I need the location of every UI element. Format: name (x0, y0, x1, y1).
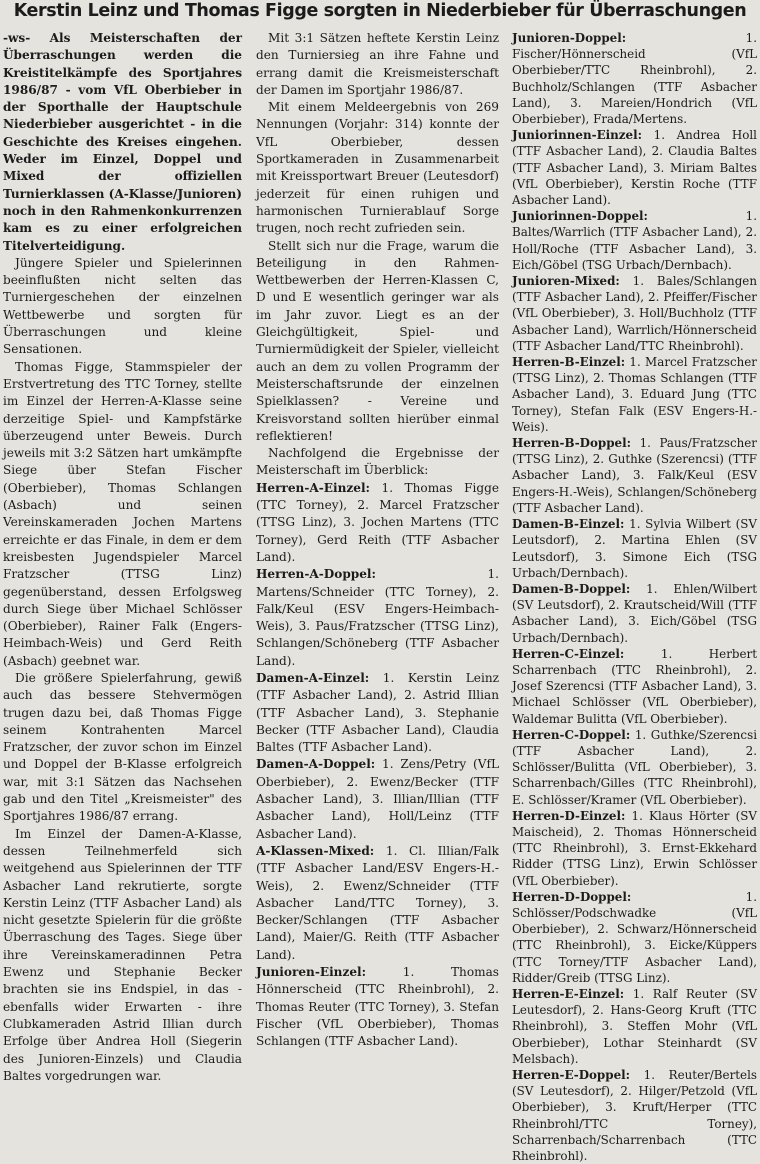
result-category: Herren-A-Einzel: (256, 480, 370, 495)
result-category: Herren-E-Doppel: (512, 1068, 631, 1082)
result-category: Juniorinnen-Einzel: (512, 128, 643, 143)
result-text: 1. Guthke/Szerencsi (TTF Asbacher Land), 2. Schlösser/Bulitta (VfL Oberbieber), 3. Scharrenbach/Gilles (TTC Rheinbrohl), E. Schlösser/Kramer (VfL Oberbieber). (512, 727, 757, 807)
result-category: Damen-A-Einzel: (256, 670, 370, 685)
result-category: Herren-B-Einzel: (512, 355, 626, 370)
result-text: 1. Thomas Figge (TTC Torney), 2. Marcel Fratzscher (TTSG Linz), 3. Jochen Martens (TTC Torney), Gerd Reith (TTF Asbacher Land). (256, 480, 499, 564)
article-column-1 (3, 30, 242, 1083)
body-paragraph: Nachfolgend die Ergebnisse der Meisterschaft im Überblick: (256, 446, 499, 478)
lead-paragraph: -ws- Als Meisterschaften der Überraschungen werden die Kreistitelkämpfe des Sportjahres 1986/87 - vom VfL Oberbieber in der Sporthalle der Hauptschule Niederbieber ausgerichtet - in die Geschichte des Kreises eingehen. Weder im Einzel, Doppel und Mixed der offiziellen Turnierklassen (A-Klasse/Junioren) noch in den Rahmenkonkurrenzen kam es zu einer erfolgreichen Titelverteidigung. (3, 31, 242, 253)
result-text: 1. Thomas Hönnerscheid (TTC Rheinbrohl), 2. Thomas Reuter (TTC Torney), 3. Stefan Fischer (VfL Oberbieber), Thomas Schlangen (TTF Asbacher Land). (256, 965, 499, 1049)
result-text: 1. Reuter/Bertels (SV Leutesdorf), 2. Hilger/Petzold (VfL Oberbieber), 3. Kruft/Herper (TTC Rheinbrohl/TTC Torney), Scharrenbach/Scharrenbach (TTC Rheinbrohl). (512, 1068, 757, 1164)
result-text: 1. Cl. Illian/Falk (TTF Asbacher Land/ESV Engers-H.-Weis), 2. Ewenz/Schneider (TTF Asbacher Land/TTC Torney), 3. Becker/Schlangen (TTF Asbacher Land), Maier/G. Reith (TTF Asbacher Land). (256, 843, 499, 962)
result-category: Herren-C-Einzel: (512, 646, 625, 661)
result-entry (512, 435, 757, 516)
result-entry (512, 646, 757, 727)
result-entry (256, 843, 499, 964)
result-entry (512, 986, 757, 1067)
result-text: 1. Bales/Schlangen (TTF Asbacher Land), 2. Pfeiffer/Fischer (VfL Oberbieber), 3. Holl/Buchholz (TTF Asbacher Land), Warrlich/Hönnerscheid (TTF Asbacher Land/TTC Rheinbrohl). (512, 274, 757, 353)
result-entry (512, 727, 757, 808)
body-paragraph: Mit einem Meldeergebnis von 269 Nennungen (Vorjahr: 314) konnte der VfL Oberbieber, dessen Sportkameraden in Zusammenarbeit mit Kreissportwart Breuer (Leutesdorf) jederzeit für einen ruhigen und harmonischen Turnierablauf Sorge trugen, noch recht zufrieden sein. (256, 100, 499, 236)
result-entry (512, 208, 757, 273)
body-paragraph: Jüngere Spieler und Spielerinnen beeinflußten nicht selten das Turniergeschehen der einzelnen Wettbewerbe und sorgten für Überraschungen und kleine Sensationen. (3, 255, 242, 357)
result-text: 1. Marcel Fratzscher (TTSG Linz), 2. Thomas Schlangen (TTF Asbacher Land), 3. Eduard Jung (TTC Torney), Stefan Falk (ESV Engers-H.-Weis). (512, 355, 757, 434)
result-category: Herren-E-Einzel: (512, 986, 625, 1001)
body-paragraph: Stellt sich nur die Frage, warum die Beteiligung in den Rahmen-Wettbewerben der Herren-Klassen C, D und E wesentlich geringer war als im Jahr zuvor. Liegt es an der Gleichgültigkeit, Spiel- und Turniermüdigkeit der Spieler, vielleicht auch an dem zu vollen Programm der Meisterschaftsrunde der einzelnen Spielklassen? - Vereine und Kreisvorstand sollten hierüber einmal reflektieren! (256, 238, 499, 443)
result-text: 1. Fischer/Hönnerscheid (VfL Oberbieber/TTC Rheinbrohl), 2. Buchholz/Schlangen (TTF Asbacher Land), 3. Mareien/Hondrich (VfL Oberbieber), Frada/Mertens. (512, 31, 757, 127)
result-entry (512, 30, 757, 127)
result-entry (512, 808, 757, 889)
result-text: 1. Baltes/Warrlich (TTF Asbacher Land), 2. Holl/Roche (TTF Asbacher Land), 3. Eich/Göbel (TSG Urbach/Dernbach). (512, 209, 757, 272)
result-category: Damen-A-Doppel: (256, 757, 376, 772)
result-text: 1. Klaus Hörter (SV Maischeid), 2. Thomas Hönnerscheid (TTC Rheinbrohl), 3. Ernst-Ekkehard Ridder (TTSG Linz), Erwin Schlösser (VfL Oberbieber). (512, 808, 757, 888)
result-text: 1. Herbert Scharrenbach (TTC Rheinbrohl), 2. Josef Szerencsi (TTF Asbacher Land), 3. Michael Schlösser (VfL Oberbieber), Waldemar Bulitta (VfL Oberbieber). (512, 646, 757, 726)
result-entry (256, 756, 499, 842)
result-text: 1. Zens/Petry (VfL Oberbieber), 2. Ewenz/Becker (TTF Asbacher Land), 3. Illian/Illian (TTF Asbacher Land), Holl/Leinz (TTF Asbacher Land). (256, 757, 499, 841)
result-entry (512, 516, 757, 581)
result-category: A-Klassen-Mixed: (256, 843, 375, 858)
result-category: Juniorinnen-Doppel: (512, 209, 648, 224)
result-text: 1. Kerstin Leinz (TTF Asbacher Land), 2. Astrid Illian (TTF Asbacher Land), 3. Stephanie Becker (TTF Asbacher Land), Claudia Baltes (TTF Asbacher Land). (256, 670, 499, 755)
result-entry (256, 566, 499, 670)
result-text: 1. Ralf Reuter (SV Leutesdorf), 2. Hans-Georg Kruft (TTC Rheinbrohl), 3. Steffen Mohr (VfL Oberbieber), Lothar Steinhardt (SV Melsbach). (512, 986, 757, 1066)
result-entry (512, 581, 757, 646)
article-column-2 (256, 30, 499, 1049)
body-paragraph: Die größere Spielerfahrung, gewiß auch das bessere Stehvermögen trugen dazu bei, daß Thomas Figge seinem Kontrahenten Marcel Fratzscher, der zuvor schon im Einzel und Doppel der B-Klasse erfolgreich war, mit 3:1 Sätzen das Nachsehen gab und den Titel „Kreismeister" des Sportjahres 1986/87 errang. (3, 670, 242, 824)
result-entry (512, 273, 757, 354)
result-text: 1. Andrea Holl (TTF Asbacher Land), 2. Claudia Baltes (TTF Asbacher Land), 3. Miriam Baltes (VfL Oberbieber), Kerstin Roche (TTF Asbacher Land). (512, 128, 757, 208)
result-entry (512, 127, 757, 208)
result-entry (256, 964, 499, 1050)
result-text: 1. Martens/Schneider (TTC Torney), 2. Falk/Keul (ESV Engers-Heimbach-Weis), 3. Paus/Fratzscher (TTSG Linz), Schlangen/Schöneberg (TTF Asbacher Land). (256, 567, 499, 668)
result-category: Damen-B-Doppel: (512, 581, 631, 596)
body-paragraph: Thomas Figge, Stammspieler der Erstvertretung des TTC Torney, stellte im Einzel der Herren-A-Klasse seine derzeitige Spiel- und Kampfstärke überzeugend unter Beweis. Durch jeweils mit 3:2 Sätzen hart umkämpfte Siege über Stefan Fischer (Oberbieber), Thomas Schlangen (Asbach) und seinen Vereinskameraden Jochen Martens erreichte er das Finale, in dem er dem kreisbesten Jugendspieler Marcel Fratzscher (TTSG Linz) gegenüberstand, dessen Erfolgsweg durch Siege über Michael Schlösser (Oberbieber), Rainer Falk (Engers-Heimbach-Weis) und Gerd Reith (Asbach) geebnet war. (3, 359, 242, 668)
result-category: Junioren-Mixed: (512, 274, 620, 289)
body-paragraph: Im Einzel der Damen-A-Klasse, dessen Teilnehmerfeld sich weitgehend aus Spielerinnen der TTF Asbacher Land rekrutierte, sorgte Kerstin Leinz (TTF Asbacher Land) als nicht gesetzte Spielerin für die größte Überraschung des Tages. Siege über ihre Vereinskameradinnen Petra Ewenz und Stephanie Becker brachten sie ins Endspiel, in das - ebenfalls wider Erwarten - ihre Clubkameraden Astrid Illian durch Erfolge über Andrea Holl (Siegerin des Junioren-Einzels) und Claudia Baltes vorgedrungen war. (3, 826, 242, 1083)
result-category: Herren-D-Einzel: (512, 808, 626, 823)
headline: Kerstin Leinz und Thomas Figge sorgten in Niederbieber für Überraschungen (13, 1, 747, 21)
result-text: 1. Paus/Fratzscher (TTSG Linz), 2. Guthke (Szerencsi) (TTF Asbacher Land), 3. Falk/Keul (ESV Engers-H.-Weis), Schlangen/Schöneberg (TTF Asbacher Land). (512, 436, 757, 515)
result-entry (512, 1067, 757, 1164)
body-paragraph: Mit 3:1 Sätzen heftete Kerstin Leinz den Turniersieg an ihre Fahne und errang damit die Kreismeisterschaft der Damen im Sportjahr 1986/87. (256, 31, 499, 97)
result-category: Herren-C-Doppel: (512, 727, 631, 742)
result-category: Damen-B-Einzel: (512, 517, 625, 532)
result-category: Herren-D-Doppel: (512, 889, 632, 904)
result-text: 1. Schlösser/Podschwadke (VfL Oberbieber), 2. Schwarz/Hönnerscheid (TTC Rheinbrohl), 3. Eicke/Küppers (TTC Torney/TTF Asbacher Land), Ridder/Greib (TTSG Linz). (512, 889, 757, 985)
result-category: Junioren-Doppel: (512, 31, 627, 45)
results-column-3 (512, 30, 757, 1164)
result-entry (512, 354, 757, 435)
result-category: Junioren-Einzel: (256, 965, 367, 980)
result-category: Herren-B-Doppel: (512, 436, 632, 451)
result-entry (512, 889, 757, 986)
result-text: 1. Sylvia Wilbert (SV Leutsdorf), 2. Martina Ehlen (SV Leutsdorf), 3. Simone Eich (TSG Urbach/Dernbach). (512, 517, 757, 580)
result-category: Herren-A-Doppel: (256, 567, 376, 582)
result-entry (256, 670, 499, 756)
result-text: 1. Ehlen/Wilbert (SV Leutsdorf), 2. Krautscheid/Will (TTF Asbacher Land), 3. Eich/Göbel (TSG Urbach/Dernbach). (512, 581, 757, 645)
result-entry (256, 480, 499, 566)
